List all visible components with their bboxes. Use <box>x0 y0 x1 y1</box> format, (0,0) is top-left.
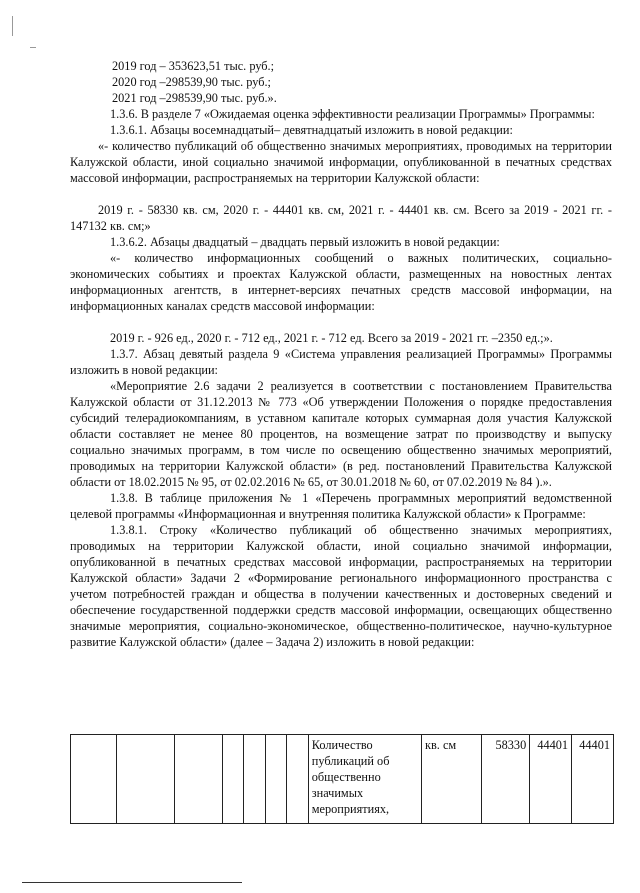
table-cell-value-2020: 44401 <box>530 735 572 824</box>
paragraph-1-3-8-1: 1.3.8.1. Строку «Количество публикаций об общественно значимых мероприятиях, проводимых на территории Калужской области, иной социально значимой информации, опубликованной в печатных средствах массовой информации, распространяемых на территории Калужской области» Задачи 2 «Формирование регионального информационного пространства с учетом потребностей граждан и общества в получении качественных и достоверных сведений и обеспечение государственной поддержки средств массовой информации, освещающих общественно значимые мероприятия, социально-экономическое, общественно-политическое, научно-культурное развитие Калужской области» (далее – Задача 2) изложить в новой редакции: <box>70 523 612 649</box>
scan-mark <box>12 16 13 36</box>
budget-line-2020: 2020 год –298539,90 тыс. руб.; <box>112 75 271 89</box>
paragraph-1-3-8: 1.3.8. В таблице приложения № 1 «Перечень программных мероприятий ведомственной целевой программы «Информационная и внутренняя политика Калужской области» к Программе: <box>70 491 612 521</box>
table-cell-value-2021: 44401 <box>572 735 614 824</box>
paragraph-1-3-6-2: 1.3.6.2. Абзацы двадцатый – двадцать первый изложить в новой редакции: <box>110 235 500 249</box>
footnote-rule <box>22 882 242 883</box>
paragraph-1-3-6-1: 1.3.6.1. Абзацы восемнадцатый– девятнадцатый изложить в новой редакции: <box>110 123 513 137</box>
values-publications: 2019 г. - 58330 кв. см, 2020 г. - 44401 кв. см, 2021 г. - 44401 кв. см. Всего за 2019 - 2021 гг. - 147132 кв. см;» <box>70 203 612 233</box>
program-table <box>70 734 614 824</box>
table-cell-empty <box>71 735 117 824</box>
table-cell-empty <box>244 735 265 824</box>
paragraph-1-3-7: 1.3.7. Абзац девятый раздела 9 «Система управления реализацией Программы» Программы изложить в новой редакции: <box>70 347 612 377</box>
budget-line-2021: 2021 год –298539,90 тыс. руб.». <box>112 91 277 105</box>
table-cell-empty <box>287 735 308 824</box>
table-cell-indicator-name: Количество публикаций об общественно значимых мероприятиях, <box>308 735 421 824</box>
table-cell-empty <box>223 735 244 824</box>
quote-publications: «- количество публикаций об общественно значимых мероприятиях, проводимых на территории Калужской области, иной социально значимой информации, опубликованной в печатных средствах массовой информации, распространяемых на территории Калужской области: <box>70 139 612 185</box>
document-body <box>70 58 612 650</box>
scan-mark <box>30 47 36 48</box>
table-cell-empty <box>175 735 223 824</box>
table-cell-value-2019: 58330 <box>482 735 530 824</box>
budget-line-2019: 2019 год – 353623,51 тыс. руб.; <box>112 59 275 73</box>
paragraph-1-3-6: 1.3.6. В разделе 7 «Ожидаемая оценка эффективности реализации Программы» Программы: <box>110 107 595 121</box>
values-messages: 2019 г. - 926 ед., 2020 г. - 712 ед., 2021 г. - 712 ед. Всего за 2019 - 2021 гг. –2350 ед.;». <box>110 331 553 345</box>
quote-messages: «- количество информационных сообщений о важных политических, социально-экономических событиях и проектах Калужской области, размещенных на новостных лентах информационных агентств, в интернет-версиях печатных средств массовой информации, на информационных каналах средств массовой информации: <box>70 251 612 313</box>
table-row <box>71 735 614 824</box>
quote-measure-2-6: «Мероприятие 2.6 задачи 2 реализуется в соответствии с постановлением Правительства Калужской области от 31.12.2013 № 773 «Об утверждении Положения о порядке предоставления субсидий телерадиокомпаниям, в уставном капитале которых суммарная доля участия Калужской области составляет не менее 80 процентов, на возмещение затрат по производству и выпуску социально значимых программ, в том числе по освещению общественно значимых мероприятий, проводимых на территории Калужской области» (в ред. постановлений Правительства Калужской области от 18.02.2015 № 95, от 02.02.2016 № 65, от 30.01.2018 № 60, от 07.02.2019 № 84 ).». <box>70 379 612 489</box>
table-cell-empty <box>116 735 174 824</box>
table-cell-empty <box>265 735 286 824</box>
table-cell-unit: кв. см <box>422 735 482 824</box>
